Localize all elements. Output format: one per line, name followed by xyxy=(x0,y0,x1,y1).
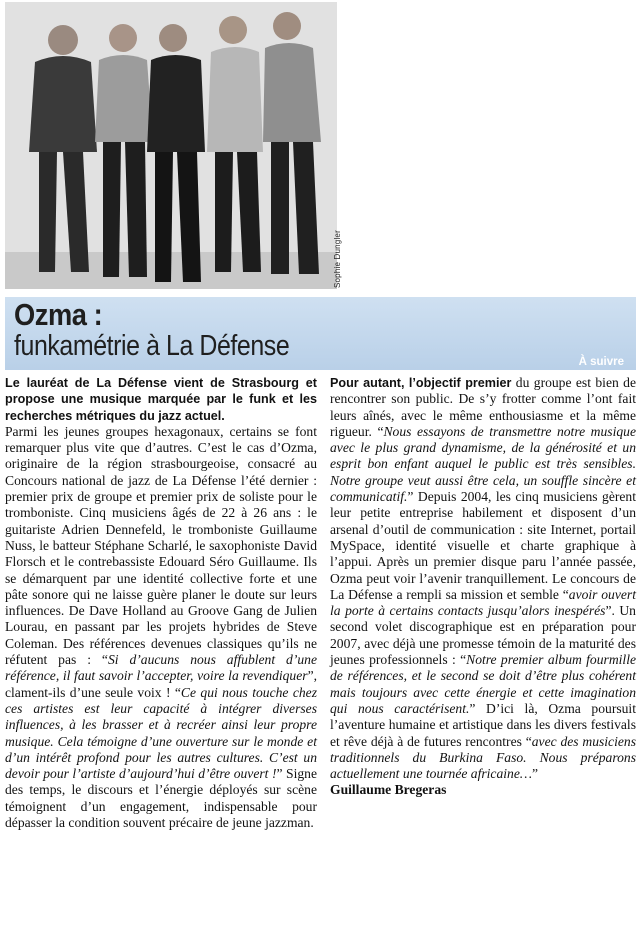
band-photo xyxy=(5,2,337,289)
p2-lead-in: Pour autant, l’objectif premier xyxy=(330,376,512,390)
column-right xyxy=(330,375,636,799)
section-tag: À suivre xyxy=(578,356,624,368)
headline-title: Ozma : xyxy=(14,297,103,332)
p2-quote-1: Nous essayons de transmettre notre musique avec le plus grand dynamisme, de la générosité et un esprit bon enfant auquel le public est très sensibles. Notre groupe veut aussi être cela, un souffle sincère et communicatif. xyxy=(330,423,636,505)
p2-quote-4: avec des musiciens traditionnels du Burkina Faso. Nous préparons actuellement une tournée africaine… xyxy=(330,733,636,782)
article-lede: Le lauréat de La Défense vient de Strasbourg et propose une musique marquée par le funk et les recherches métriques du jazz actuel. xyxy=(5,376,317,423)
p1-text-c: ” Signe des temps, le discours et l’énergie déployés sur scène témoignent d’un engagement, indispensable pour dépasser la condition souvent précaire de jeune jazzman. xyxy=(5,766,317,831)
article-author: Guillaume Bregeras xyxy=(330,782,447,798)
p1-quote-2: Ce qui nous touche chez ces artistes est leur capacité à intégrer diverses influences, à les brasser et à recréer ainsi leur propre musique. Cela témoigne d’une ouverture sur le monde et d’un intérêt profond pour les autres cultures. C’est un devoir pour l’artiste d’aujourd’hui d’être ouvert ! xyxy=(5,684,317,782)
p1-quote-1: Si d’aucuns nous affublent d’une référence, il faut savoir l’accepter, voire la revendiquer xyxy=(5,652,317,684)
p2-text-a: du groupe est bien de rencontrer son public. De s’y frotter comme l’ont fait leurs aînés, avec le même enthousiasme et la même rigueur. “ xyxy=(330,375,636,439)
p1-text-b: ”, clament-ils d’une seule voix ! “ xyxy=(5,668,317,700)
article-paragraph-1 xyxy=(5,424,317,831)
p2-text-b: ” Depuis 2004, les cinq musiciens gèrent leur petite entreprise habilement et disposent d’un arsenal d’outil de communication : site Internet, portail MySpace, identité visuelle et charte graphique à l’appui. Après un premier disque paru l’année passée, Ozma peut voir l’avenir tranquillement. Le concours de La Défense a rempli sa mission et semble “ xyxy=(330,489,636,602)
p2-text-c: ”. Un second volet discographique est en préparation pour 2007, avec déjà une promesse témoin de la maturité des jeunes professionnels : “ xyxy=(330,603,636,668)
p2-quote-2: avoir ouvert la porte à certains contacts jusqu’alors inespérés xyxy=(330,586,636,619)
p2-text-e: ” xyxy=(531,766,539,782)
photo-credit: Sophie Dungler xyxy=(333,230,342,288)
p1-text-a: Parmi les jeunes groupes hexagonaux, certains se font remarquer plus vite que d’autres. C’est le cas d’Ozma, originaire de la région strasbourgeoise, consacré au Concours national de jazz de La Défense l’été dernier : premier prix de groupe et premier prix de soliste pour le tromboniste. Cinq musiciens âgés de 22 à 26 ans : le guitariste Adrien Dennefeld, le tromboniste Guillaume Nuss, le batteur Stéphane Scharlé, le saxophoniste David Florsch et le contrebassiste Edouard Séro Guillaume. Ils se démarquent par une identité collective forte et une pâte sonore qui ne laisse guère planer le doute sur leurs influences. De Dave Holland au Groove Gang de Julien Lourau, en passant par les projets hybrides de Steve Coleman. Des références devenues classiques qu’ils ne réfutent pas : “ xyxy=(5,423,317,668)
headline-banner xyxy=(5,297,636,370)
column-left xyxy=(5,375,317,831)
headline-subtitle: funkamétrie à La Défense xyxy=(14,330,290,362)
p2-quote-3: Notre premier album fourmille de références, et le second se doit d’être plus cohérent mais toujours avec cette énergie et cette imagination qui nous caractérisent. xyxy=(330,652,636,716)
band-photo-illustration xyxy=(5,2,337,289)
p2-text-d: ” D’ici là, Ozma poursuit l’aventure humaine et artistique dans les divers festivals et rêve déjà à de futures rencontres “ xyxy=(330,700,636,749)
article-paragraph-2 xyxy=(330,375,636,782)
